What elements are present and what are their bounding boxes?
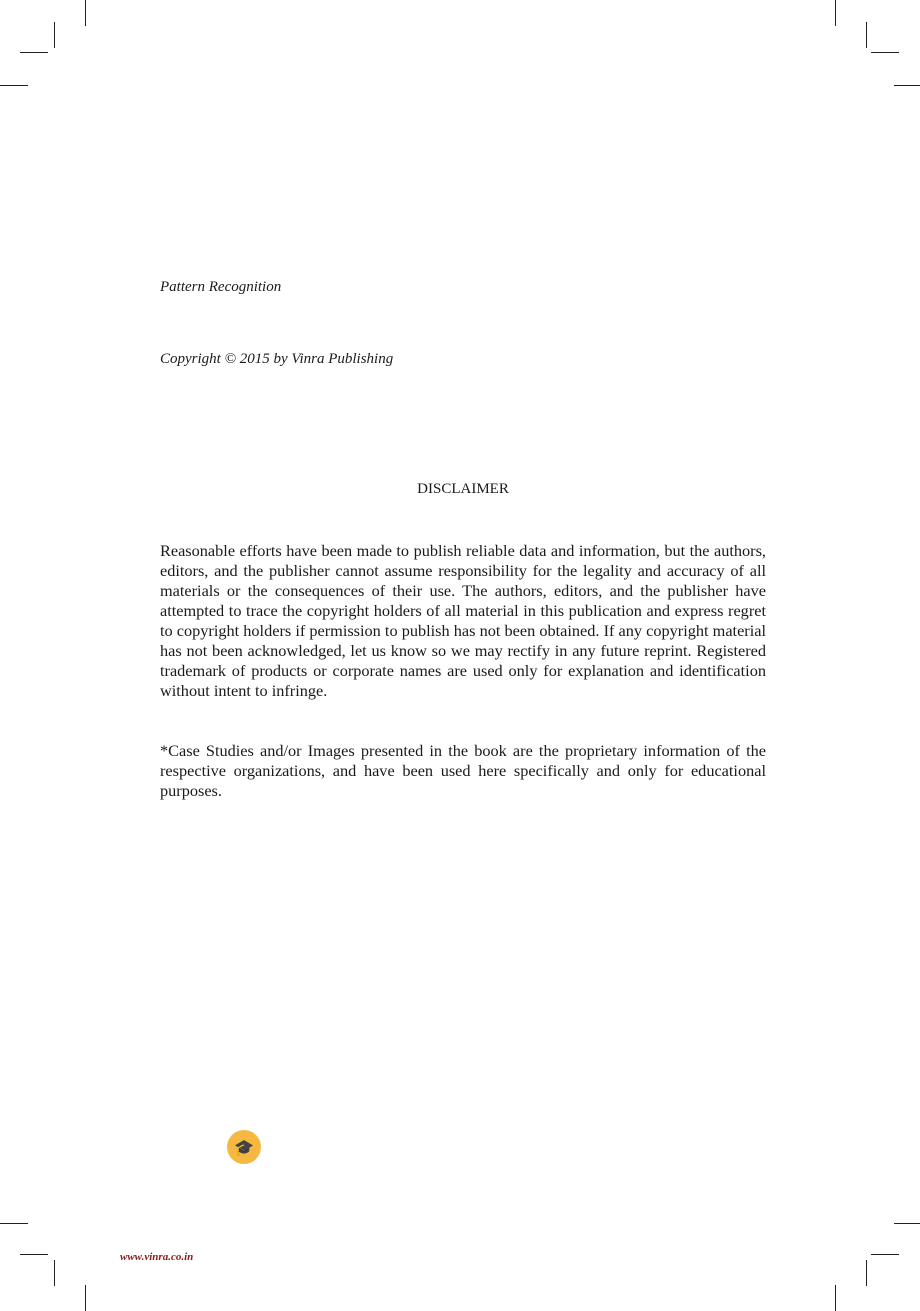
crop-mark bbox=[20, 52, 48, 53]
crop-mark bbox=[866, 22, 867, 48]
publisher-logo bbox=[227, 1130, 261, 1164]
crop-mark bbox=[871, 52, 899, 53]
copyright-notice: Copyright © 2015 by Vinra Publishing bbox=[160, 351, 394, 367]
publisher-url[interactable]: www.vinra.co.in bbox=[120, 1251, 194, 1263]
book-title: Pattern Recognition bbox=[160, 279, 282, 295]
disclaimer-heading: DISCLAIMER bbox=[417, 481, 509, 497]
crop-mark bbox=[54, 1260, 55, 1286]
crop-mark bbox=[835, 0, 836, 26]
graduation-cap-icon: 🎓 bbox=[234, 1137, 254, 1157]
crop-mark bbox=[866, 1260, 867, 1286]
crop-mark bbox=[835, 1285, 836, 1311]
crop-mark bbox=[894, 1223, 920, 1224]
disclaimer-paragraph: Reasonable efforts have been made to publish reliable data and information, but the authors, editors, and the publisher cannot assume responsibility for the legality and accuracy of all materials or the consequences of their use. The authors, editors, and the publisher have attempted to trace the copyright holders of all material in this publication and express regret to copyright holders if permission to publish has not been obtained. If any copyright material has not been acknowledged, let us know so we may rectify in any future reprint. Registered trademark of products or corporate names are used only for explanation and identification without intent to infringe. bbox=[160, 541, 766, 700]
crop-mark bbox=[871, 1254, 899, 1255]
crop-mark bbox=[0, 85, 28, 86]
crop-mark bbox=[20, 1254, 48, 1255]
case-studies-note: *Case Studies and/or Images presented in the book are the proprietary information of the respective organizations, and have been used here specifically and only for educational purposes. bbox=[160, 741, 766, 800]
crop-mark bbox=[85, 1285, 86, 1311]
crop-mark bbox=[54, 22, 55, 48]
crop-mark bbox=[0, 1223, 28, 1224]
crop-mark bbox=[894, 85, 920, 86]
crop-mark bbox=[85, 0, 86, 26]
